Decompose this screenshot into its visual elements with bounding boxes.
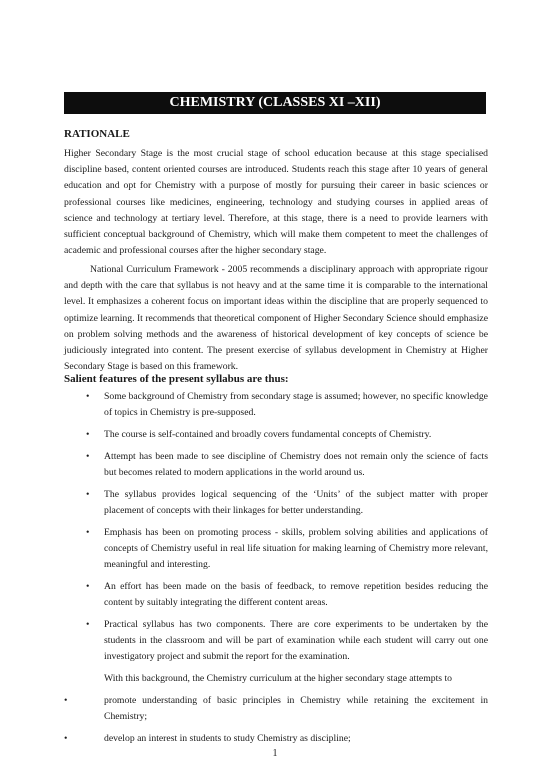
list-item: • Some background of Chemistry from secondary stage is assumed; however, no specific knowledge of topics in Chemistry is pre-supposed.: [86, 391, 488, 419]
bullet-icon: •: [86, 429, 90, 440]
list-item: • develop an interest in students to study Chemistry as discipline;: [64, 731, 488, 747]
list-item: • The course is self-contained and broadly covers fundamental concepts of Chemistry.: [64, 427, 488, 443]
bullet-icon: •: [86, 619, 90, 630]
bullet-icon: •: [64, 733, 68, 744]
salient-heading: Salient features of the present syllabus are thus:: [64, 373, 289, 385]
bullet-icon: •: [86, 450, 90, 462]
salient-features-list: [64, 389, 488, 747]
list-item: • promote understanding of basic principles in Chemistry while retaining the excitement in Chemistry;: [64, 695, 488, 723]
page-number: 1: [272, 748, 278, 759]
list-item: • The syllabus provides logical sequencing of the ‘Units’ of the subject matter with proper placement of concepts with their linkages for better understanding.: [86, 488, 488, 516]
list-item: • Attempt has been made to see discipline of Chemistry does not remain only the science of facts but becomes related to modern applications in the world around us.: [86, 450, 488, 478]
bullet-icon: •: [64, 695, 68, 706]
rationale-paragraph-1: Higher Secondary Stage is the most crucial stage of school education because at this stage specialised discipline based, content oriented courses are introduced. Students reach this stage after 10 years of general education and opt for Chemistry with a purpose of mostly for pursuing their career in basic sciences or professional courses like medicines, engineering, technology and studying courses in applied areas of science and technology at tertiary level. Therefore, at this stage, there is a need to provide learners with sufficient conceptual background of Chemistry, which will make them competent to meet the challenges of academic and professional courses after the higher secondary stage.: [64, 148, 488, 257]
bullet-icon: •: [86, 581, 90, 592]
background-line: With this background, the Chemistry curriculum at the higher secondary stage attempts to: [104, 673, 453, 685]
list-item: • An effort has been made on the basis of feedback, to remove repetition besides reducing the content by suitably integrating the different content areas.: [86, 581, 488, 609]
list-item: • Emphasis has been on promoting process - skills, problem solving abilities and applications of concepts of Chemistry useful in real life situation for making learning of Chemistry more relevant, meaningful and interesting.: [86, 526, 488, 571]
rationale-paragraph-2: National Curriculum Framework - 2005 recommends a disciplinary approach with appropriate rigour and depth with the care that syllabus is not heavy and at the same time it is comparable to the international level. It emphasizes a coherent focus on important ideas within the discipline that are properly sequenced to optimize learning. It recommends that theoretical component of Higher Secondary Science should emphasize on problem solving methods and the awareness of historical development of key concepts of science be judiciously integrated into content. The present exercise of syllabus development in Chemistry at Higher Secondary Stage is based on this framework.: [64, 264, 488, 373]
bullet-icon: •: [86, 391, 90, 402]
bullet-icon: •: [86, 526, 90, 538]
page-title: CHEMISTRY (CLASSES XI –XII): [64, 92, 486, 114]
list-item: • Practical syllabus has two components. There are core experiments to be undertaken by the students in the classroom and will be part of examination while each student will carry out one investigatory project and submit the report for the examination.: [86, 619, 488, 663]
rationale-heading: RATIONALE: [64, 128, 130, 140]
bullet-icon: •: [86, 488, 90, 500]
